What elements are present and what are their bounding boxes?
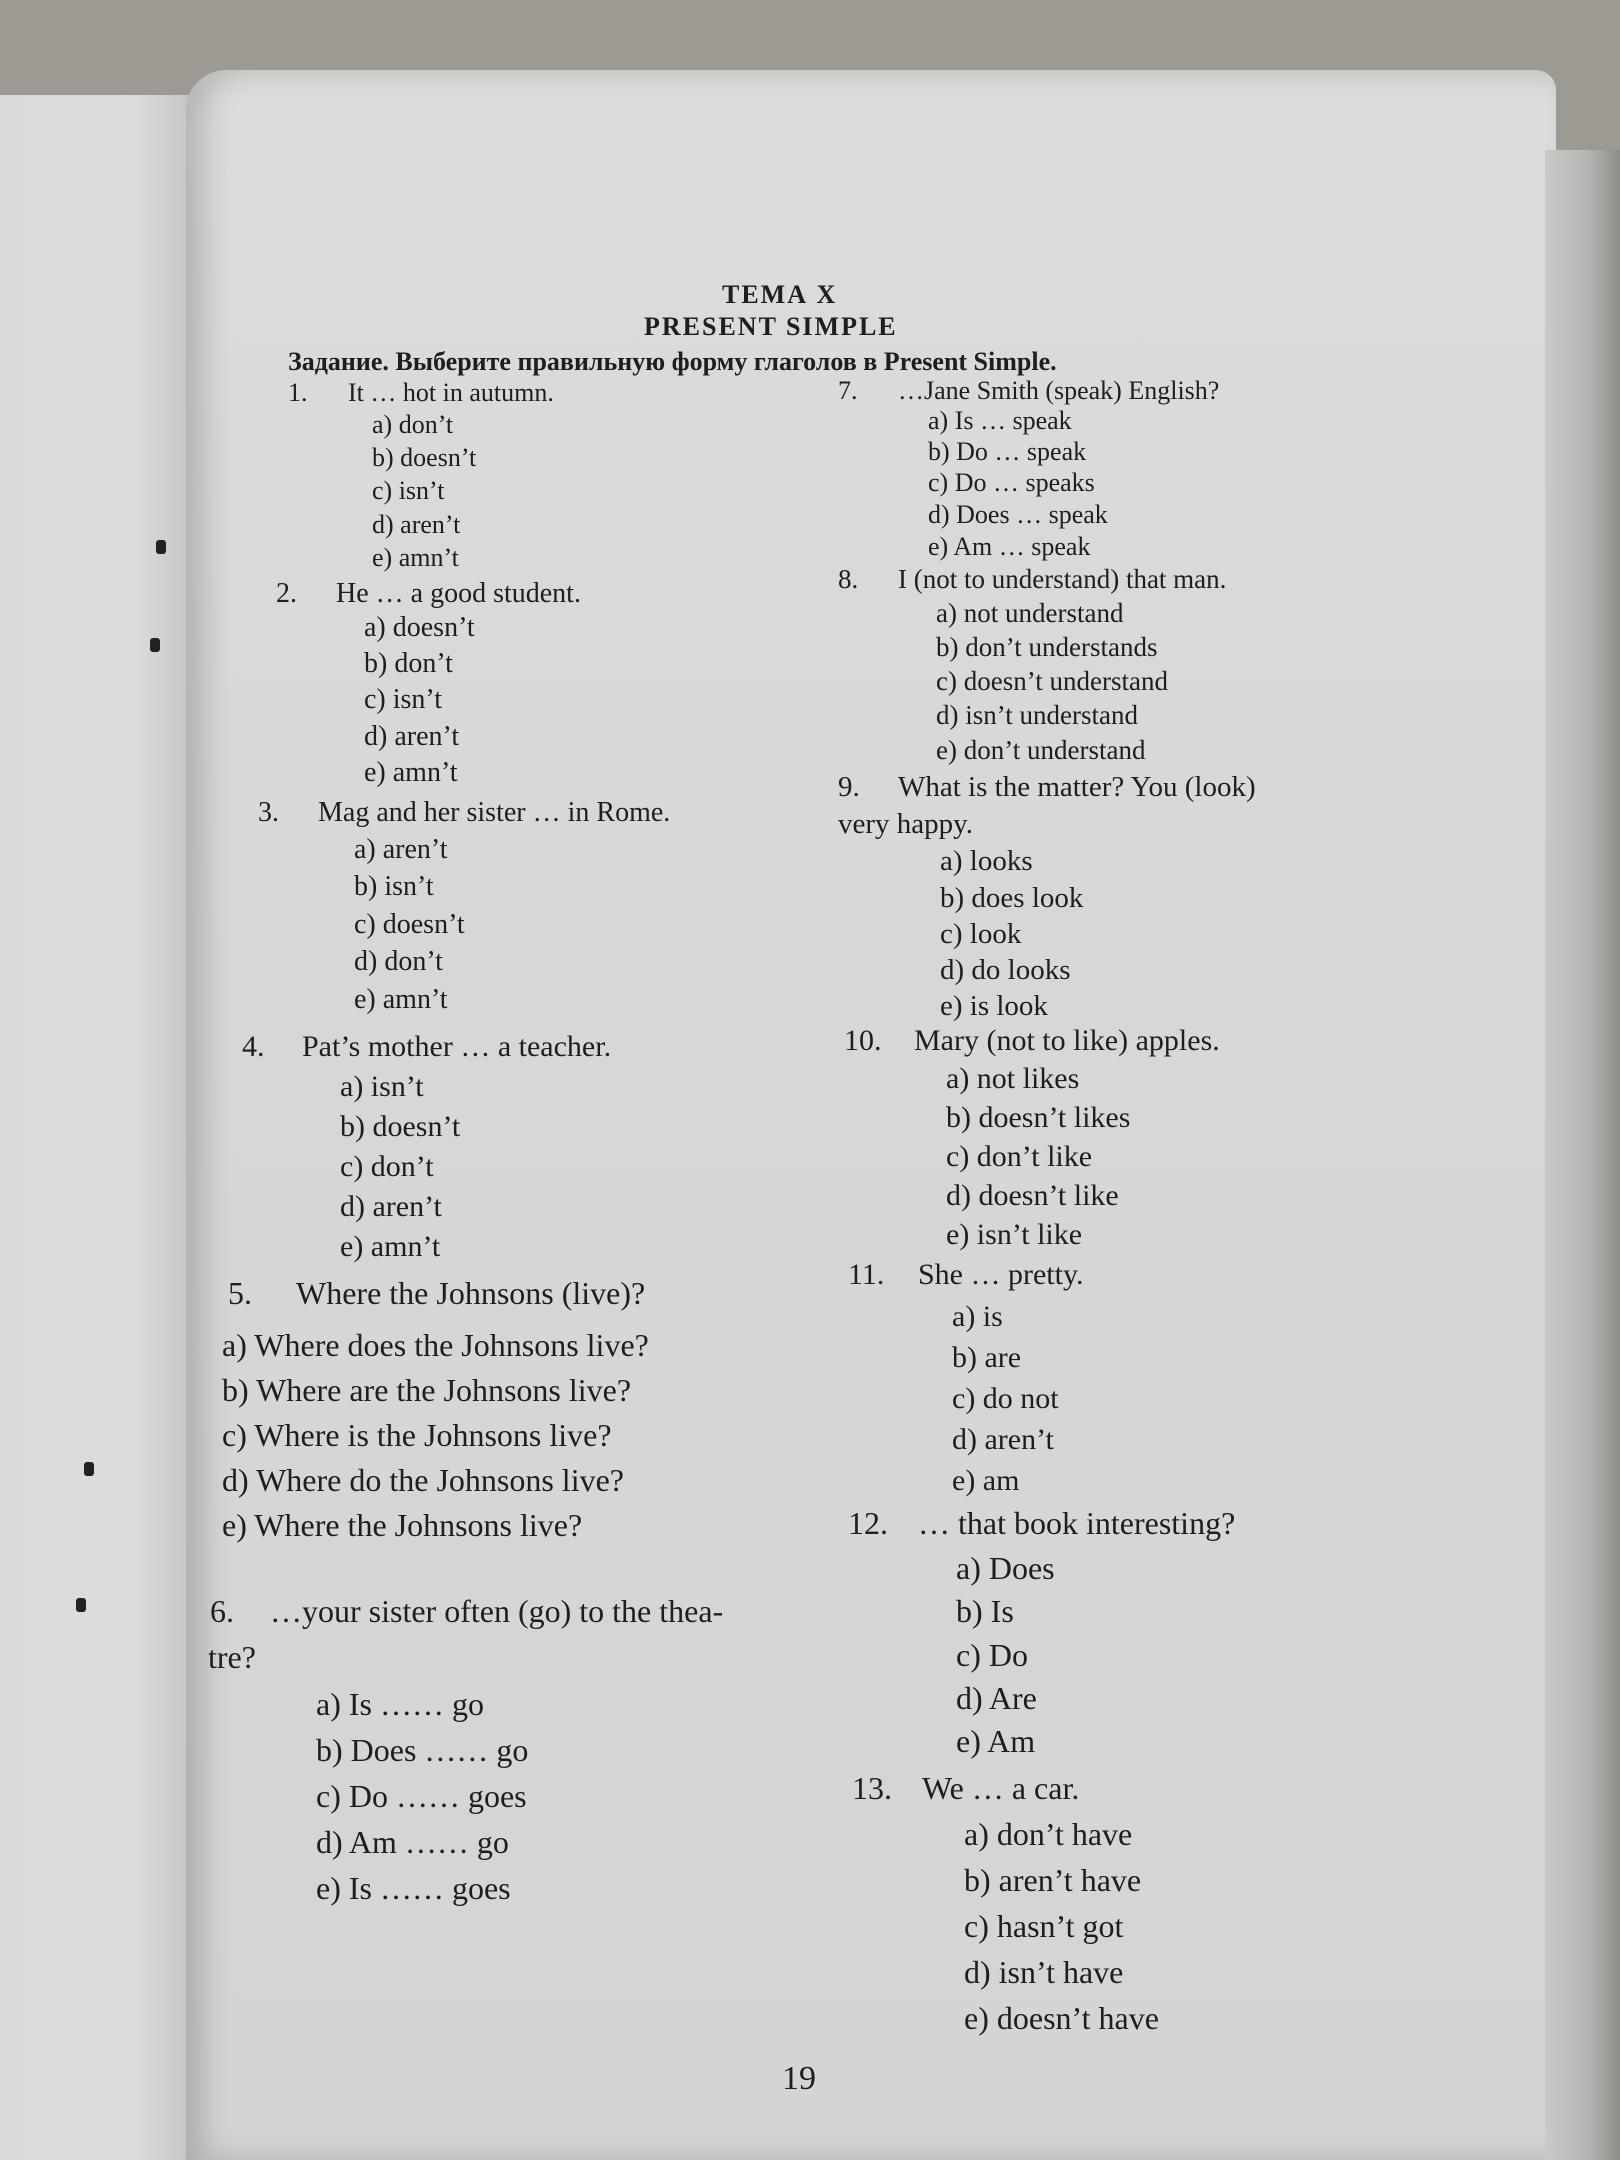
- answer-option: b) does look: [940, 882, 1084, 914]
- question-number: 9.: [838, 771, 860, 803]
- answer-option: b) doesn’t likes: [946, 1101, 1131, 1134]
- answer-option: c) Where is the Johnsons live?: [222, 1417, 612, 1453]
- answer-option: d) aren’t: [340, 1190, 442, 1223]
- answer-option: b) Is: [956, 1593, 1014, 1629]
- answer-option: b) are: [952, 1341, 1022, 1374]
- question-number: 5.: [228, 1275, 252, 1311]
- section-title: PRESENT SIMPLE: [644, 312, 898, 341]
- answer-option: e) is look: [940, 990, 1048, 1022]
- answer-option: c) don’t: [340, 1150, 434, 1183]
- question-text: Pat’s mother … a teacher.: [302, 1030, 612, 1063]
- answer-option: e) Am … speak: [928, 532, 1091, 561]
- question-text: Mag and her sister … in Rome.: [318, 797, 671, 828]
- question-number: 10.: [844, 1024, 882, 1057]
- page-number: 19: [782, 2060, 816, 2097]
- answer-option: c) Do: [956, 1637, 1028, 1673]
- answer-option: a) aren’t: [354, 834, 448, 865]
- question-text: … that book interesting?: [918, 1505, 1236, 1541]
- question-number: 1.: [288, 378, 308, 407]
- answer-option: b) don’t: [364, 648, 453, 679]
- answer-option: d) Are: [956, 1680, 1037, 1716]
- answer-option: d) do looks: [940, 954, 1071, 986]
- answer-option: a) don’t have: [964, 1816, 1133, 1852]
- binding-mark: [156, 540, 166, 554]
- answer-option: a) Where does the Johnsons live?: [222, 1327, 649, 1363]
- answer-option: b) Do … speak: [928, 437, 1087, 466]
- question-text-continued: very happy.: [838, 808, 974, 840]
- answer-option: d) doesn’t like: [946, 1179, 1119, 1212]
- page-edges: [1545, 150, 1620, 2160]
- question-number: 7.: [838, 376, 858, 405]
- answer-option: d) isn’t have: [964, 1954, 1124, 1990]
- answer-option: c) doesn’t understand: [936, 666, 1168, 696]
- answer-option: b) Does …… go: [316, 1732, 529, 1768]
- answer-option: c) look: [940, 918, 1022, 950]
- answer-option: e) Where the Johnsons live?: [222, 1507, 583, 1543]
- answer-option: c) don’t like: [946, 1140, 1093, 1173]
- answer-option: e) Am: [956, 1723, 1036, 1759]
- answer-option: a) doesn’t: [364, 612, 475, 643]
- answer-option: a) Is …… go: [316, 1686, 484, 1722]
- answer-option: b) doesn’t: [340, 1110, 461, 1143]
- binding-mark: [84, 1462, 94, 1476]
- answer-option: c) isn’t: [372, 476, 445, 505]
- question-text: …Jane Smith (speak) English?: [898, 376, 1220, 405]
- answer-option: e) amn’t: [364, 757, 458, 788]
- question-text: What is the matter? You (look): [898, 771, 1256, 803]
- answer-option: d) aren’t: [372, 510, 461, 539]
- answer-option: a) looks: [940, 845, 1033, 877]
- answer-option: c) isn’t: [364, 684, 443, 715]
- answer-option: d) aren’t: [364, 721, 460, 752]
- question-number: 2.: [276, 578, 297, 609]
- facing-page: [0, 95, 190, 2160]
- binding-mark: [76, 1598, 86, 1612]
- answer-option: c) doesn’t: [354, 909, 465, 940]
- answer-option: e) amn’t: [354, 984, 448, 1015]
- question-number: 6.: [210, 1593, 234, 1629]
- answer-option: b) isn’t: [354, 871, 434, 902]
- question-number: 11.: [848, 1258, 885, 1291]
- answer-option: a) don’t: [372, 410, 454, 439]
- question-text: I (not to understand) that man.: [898, 564, 1227, 594]
- question-number: 3.: [258, 797, 279, 828]
- answer-option: a) not understand: [936, 598, 1124, 628]
- answer-option: c) Do … speaks: [928, 468, 1095, 497]
- question-text: Where the Johnsons (live)?: [296, 1275, 646, 1311]
- answer-option: c) hasn’t got: [964, 1908, 1124, 1944]
- topic-heading: ТЕМА X: [722, 280, 838, 309]
- answer-option: d) Where do the Johnsons live?: [222, 1462, 624, 1498]
- answer-option: d) don’t: [354, 946, 443, 977]
- answer-option: e) doesn’t have: [964, 2000, 1159, 2036]
- answer-option: e) amn’t: [372, 543, 459, 572]
- question-number: 13.: [852, 1770, 892, 1806]
- question-text: We … a car.: [922, 1770, 1080, 1806]
- answer-option: b) don’t understands: [936, 632, 1158, 662]
- answer-option: e) isn’t like: [946, 1218, 1083, 1251]
- question-text: He … a good student.: [336, 578, 581, 609]
- answer-option: c) do not: [952, 1382, 1059, 1415]
- answer-option: d) isn’t understand: [936, 700, 1138, 730]
- answer-option: e) Is …… goes: [316, 1870, 511, 1906]
- answer-option: d) aren’t: [952, 1423, 1054, 1456]
- answer-option: b) doesn’t: [372, 443, 477, 472]
- answer-option: b) aren’t have: [964, 1862, 1142, 1898]
- answer-option: e) don’t understand: [936, 735, 1146, 765]
- answer-option: a) Is … speak: [928, 406, 1072, 435]
- answer-option: d) Does … speak: [928, 500, 1108, 529]
- question-text: It … hot in autumn.: [348, 378, 554, 407]
- answer-option: d) Am …… go: [316, 1824, 509, 1860]
- question-number: 4.: [242, 1030, 265, 1063]
- answer-option: a) is: [952, 1300, 1003, 1333]
- answer-option: e) amn’t: [340, 1230, 441, 1263]
- task-instruction: Задание. Выберите правильную форму глаголов в Present Simple.: [288, 347, 1057, 376]
- question-number: 8.: [838, 564, 859, 594]
- answer-option: a) not likes: [946, 1062, 1080, 1095]
- question-text-continued: tre?: [208, 1639, 256, 1675]
- answer-option: a) Does: [956, 1550, 1055, 1586]
- answer-option: e) am: [952, 1464, 1020, 1497]
- question-number: 12.: [848, 1505, 888, 1541]
- question-text: Mary (not to like) apples.: [914, 1024, 1220, 1057]
- question-text: …your sister often (go) to the thea-: [270, 1593, 724, 1629]
- answer-option: b) Where are the Johnsons live?: [222, 1372, 632, 1408]
- binding-mark: [150, 638, 160, 652]
- question-text: She … pretty.: [918, 1258, 1084, 1291]
- answer-option: c) Do …… goes: [316, 1778, 527, 1814]
- answer-option: a) isn’t: [340, 1070, 424, 1103]
